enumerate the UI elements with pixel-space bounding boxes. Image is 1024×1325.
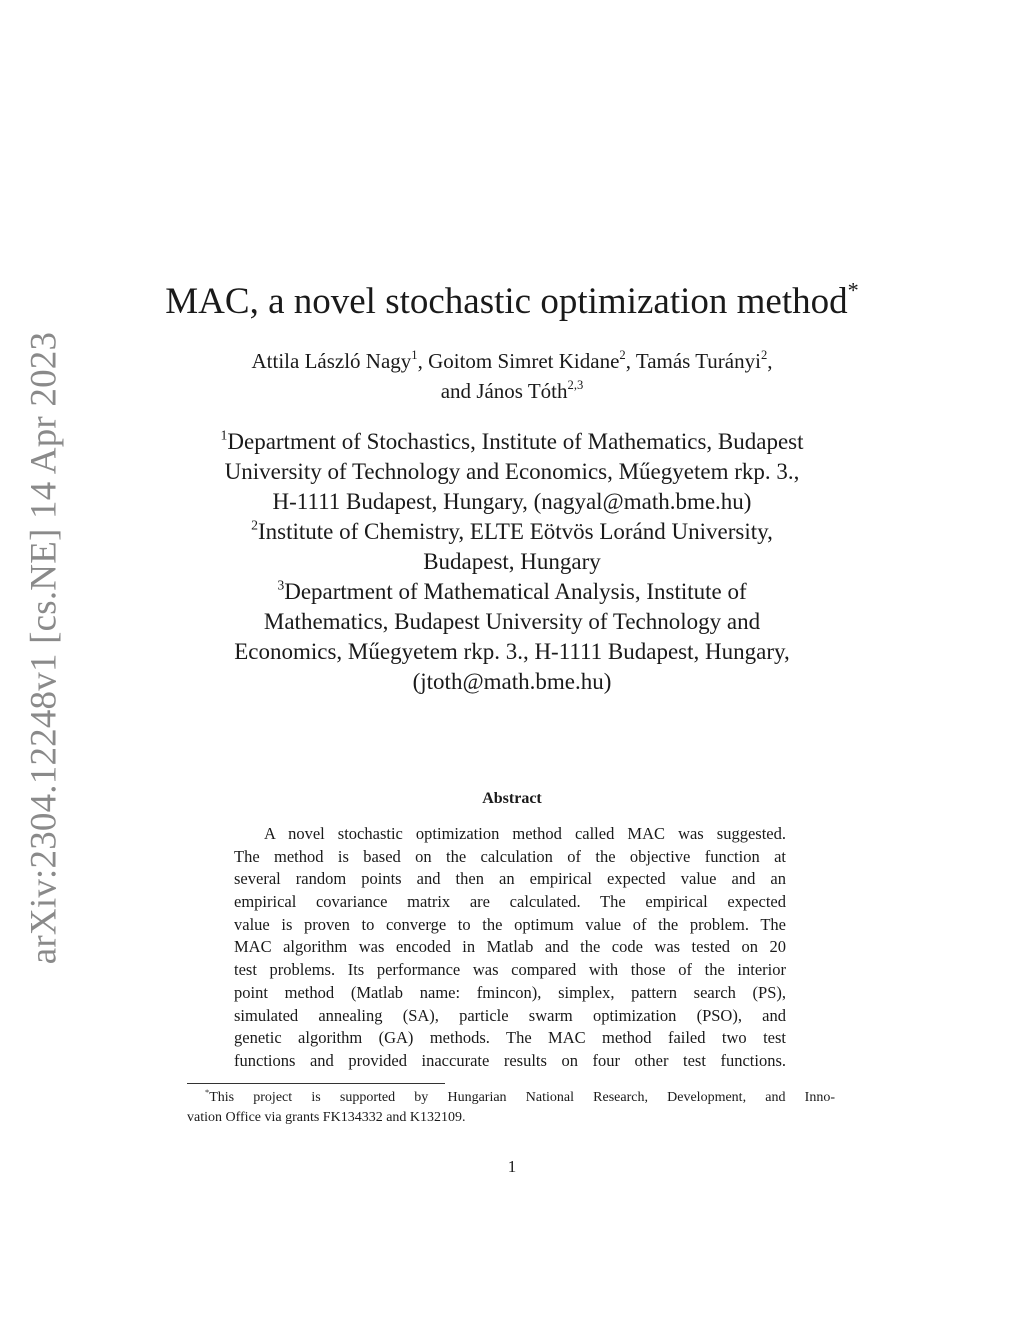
abstract-line: point method (Matlab name: fmincon), simplex, pattern search (PS), [234, 982, 786, 1002]
affiliation-1-text: Department of Stochastics, Institute of Mathematics, Budapest [227, 429, 804, 454]
affiliation-2-line: Budapest, Hungary [423, 549, 601, 574]
author-name: Goitom Simret Kidane [428, 349, 620, 373]
abstract-line: The method is based on the calculation of the objective function at [234, 846, 786, 866]
abstract-line: several random points and then an empirical expected value and an [234, 869, 786, 889]
affiliation-3-text: Department of Mathematical Analysis, Institute of [284, 579, 747, 604]
author-line-2 [0, 376, 1024, 406]
author-separator: , [417, 349, 429, 373]
affiliation-1-line: H-1111 Budapest, Hungary, (nagyal@math.bme.hu) [272, 489, 752, 514]
affiliation-1-line: University of Technology and Economics, Műegyetem rkp. 3., [224, 459, 800, 484]
affiliation-3-line [0, 577, 1024, 607]
author-conjunction: and [440, 379, 477, 403]
author-list [0, 346, 1024, 406]
abstract-line: genetic algorithm (GA) methods. The MAC method failed two test [234, 1028, 786, 1048]
abstract-heading: Abstract [482, 790, 542, 807]
footnote-text: This project is supported by Hungarian National Research, Development, and Inno- [209, 1090, 835, 1105]
affiliation-1-line [0, 427, 1024, 457]
page-number: 1 [507, 1157, 517, 1176]
affiliation-3-line: Mathematics, Budapest University of Technology and [263, 609, 761, 634]
affiliation-2-mark: 2 [251, 517, 259, 533]
affiliation-3-line: (jtoth@math.bme.hu) [412, 669, 612, 694]
abstract-line: test problems. Its performance was compared with those of the interior [234, 960, 786, 980]
author-affil-mark: 2 [619, 348, 626, 363]
author-name: Attila László Nagy [251, 349, 412, 373]
author-separator: , [625, 349, 636, 373]
footnote-line: vation Office via grants FK134332 and K132109. [187, 1110, 466, 1125]
footnote [187, 1088, 835, 1128]
affiliation-2-text: Institute of Chemistry, ELTE Eötvös Loránd University, [258, 519, 773, 544]
footnote-mark: * [205, 1088, 210, 1098]
title-text: MAC, a novel stochastic optimization method [165, 281, 848, 322]
arxiv-identifier-stamp: arXiv:2304.12248v1 [cs.NE] 14 Apr 2023 [23, 331, 65, 965]
affiliation-1-mark: 1 [220, 427, 228, 443]
affiliations [0, 427, 1024, 697]
paper-title [0, 277, 1024, 323]
author-affil-mark: 2,3 [567, 378, 584, 393]
affiliation-2-line [0, 517, 1024, 547]
abstract-line: A novel stochastic optimization method called MAC was suggested. [264, 824, 786, 843]
abstract-line: functions and provided inaccurate results on four other test functions. [234, 1050, 786, 1070]
author-affil-mark: 2 [760, 348, 768, 363]
footnote-line [187, 1088, 835, 1108]
author-separator: , [767, 349, 773, 373]
affiliation-3-line: Economics, Műegyetem rkp. 3., H-1111 Budapest, Hungary, [234, 639, 790, 664]
title-footnote-mark: * [847, 277, 859, 303]
footnote-divider [187, 1083, 445, 1084]
affiliation-3-mark: 3 [277, 577, 285, 593]
abstract-line: value is proven to converge to the optimum value of the problem. The [234, 914, 786, 934]
abstract-line: empirical covariance matrix are calculated. The empirical expected [234, 892, 786, 912]
author-line-1 [0, 346, 1024, 376]
author-name: János Tóth [476, 379, 568, 403]
author-affil-mark: 1 [411, 348, 418, 363]
abstract-line: MAC algorithm was encoded in Matlab and the code was tested on 20 [234, 937, 786, 957]
abstract-line: simulated annealing (SA), particle swarm optimization (PSO), and [234, 1005, 786, 1025]
author-name: Tamás Turányi [635, 349, 761, 373]
abstract-body [234, 823, 786, 1073]
